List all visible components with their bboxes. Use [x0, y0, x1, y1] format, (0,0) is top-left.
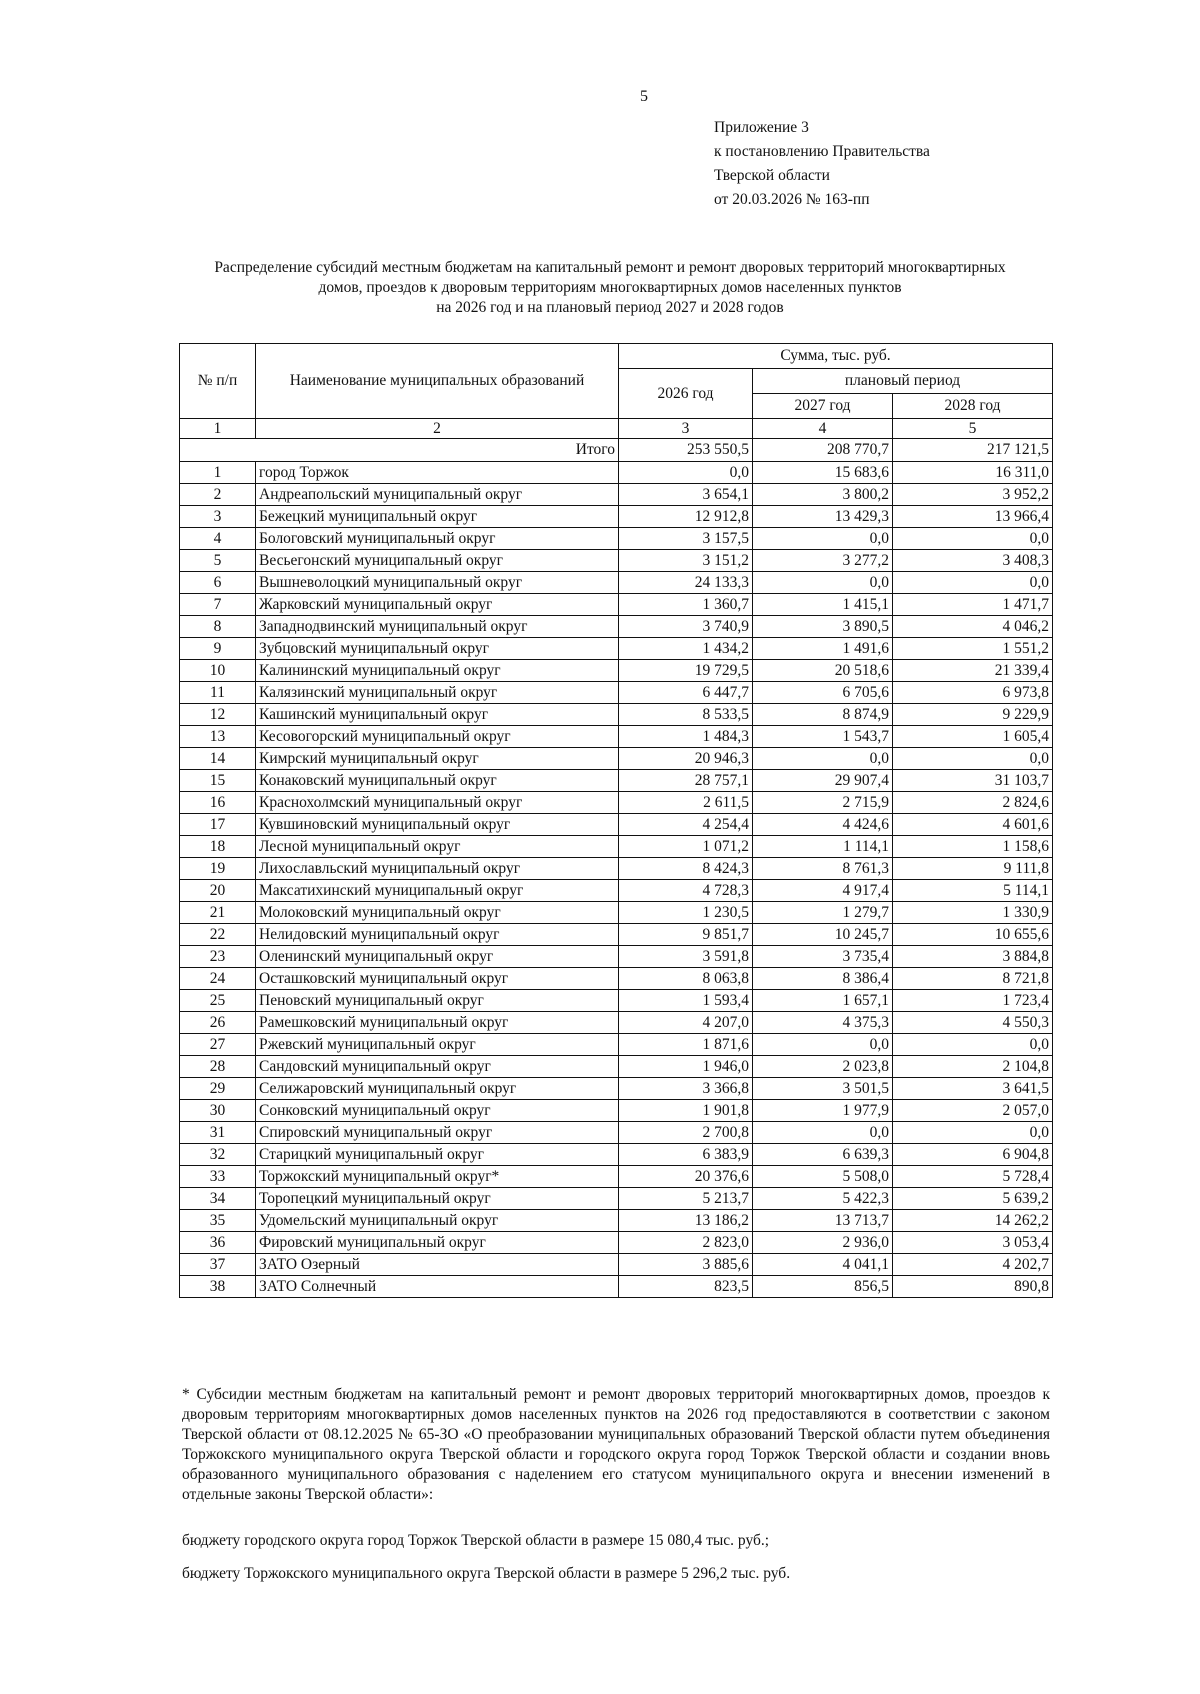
value-2026: 8 063,8 — [619, 968, 753, 990]
value-2026: 1 901,8 — [619, 1100, 753, 1122]
table-row — [180, 990, 1053, 1012]
value-2026: 2 611,5 — [619, 792, 753, 814]
table-row — [180, 1144, 1053, 1166]
table-row — [180, 1188, 1053, 1210]
row-number: 38 — [180, 1276, 256, 1298]
table-row — [180, 1166, 1053, 1188]
table-row — [180, 814, 1053, 836]
row-number: 23 — [180, 946, 256, 968]
row-number: 32 — [180, 1144, 256, 1166]
value-2026: 4 207,0 — [619, 1012, 753, 1034]
value-2026: 1 360,7 — [619, 594, 753, 616]
municipality-name: Спировский муниципальный округ — [256, 1122, 619, 1144]
value-2026: 1 434,2 — [619, 638, 753, 660]
value-2027: 1 279,7 — [753, 902, 893, 924]
value-2027: 20 518,6 — [753, 660, 893, 682]
municipality-name: Краснохолмский муниципальный округ — [256, 792, 619, 814]
row-number: 5 — [180, 550, 256, 572]
value-2026: 8 533,5 — [619, 704, 753, 726]
value-2027: 0,0 — [753, 1034, 893, 1056]
value-2027: 4 424,6 — [753, 814, 893, 836]
value-2028: 0,0 — [893, 1034, 1053, 1056]
value-2026: 20 946,3 — [619, 748, 753, 770]
value-2026: 6 447,7 — [619, 682, 753, 704]
row-number: 9 — [180, 638, 256, 660]
value-2027: 1 415,1 — [753, 594, 893, 616]
column-number: 4 — [753, 419, 893, 439]
municipality-name: Зубцовский муниципальный округ — [256, 638, 619, 660]
value-2026: 5 213,7 — [619, 1188, 753, 1210]
value-2027: 0,0 — [753, 528, 893, 550]
municipality-name: Оленинский муниципальный округ — [256, 946, 619, 968]
appendix-line: к постановлению Правительства — [714, 143, 930, 160]
value-2027: 6 639,3 — [753, 1144, 893, 1166]
table-row — [180, 1210, 1053, 1232]
municipality-name: Нелидовский муниципальный округ — [256, 924, 619, 946]
value-2026: 13 186,2 — [619, 1210, 753, 1232]
value-2027: 1 977,9 — [753, 1100, 893, 1122]
row-number: 26 — [180, 1012, 256, 1034]
value-2026: 823,5 — [619, 1276, 753, 1298]
value-2027: 2 936,0 — [753, 1232, 893, 1254]
value-2026: 3 366,8 — [619, 1078, 753, 1100]
value-2026: 1 871,6 — [619, 1034, 753, 1056]
value-2027: 2 023,8 — [753, 1056, 893, 1078]
municipality-name: Сандовский муниципальный округ — [256, 1056, 619, 1078]
value-2026: 19 729,5 — [619, 660, 753, 682]
value-2027: 3 735,4 — [753, 946, 893, 968]
row-number: 36 — [180, 1232, 256, 1254]
value-2028: 1 551,2 — [893, 638, 1053, 660]
value-2028: 4 046,2 — [893, 616, 1053, 638]
value-2027: 4 917,4 — [753, 880, 893, 902]
municipality-name: Удомельский муниципальный округ — [256, 1210, 619, 1232]
header-year-2028: 2028 год — [893, 394, 1053, 419]
value-2026: 3 151,2 — [619, 550, 753, 572]
value-2027: 8 386,4 — [753, 968, 893, 990]
value-2027: 0,0 — [753, 572, 893, 594]
row-number: 30 — [180, 1100, 256, 1122]
column-number: 2 — [256, 419, 619, 439]
value-2027: 6 705,6 — [753, 682, 893, 704]
row-number: 11 — [180, 682, 256, 704]
value-2027: 5 422,3 — [753, 1188, 893, 1210]
value-2028: 1 330,9 — [893, 902, 1053, 924]
municipality-name: Ржевский муниципальный округ — [256, 1034, 619, 1056]
table-row — [180, 1056, 1053, 1078]
row-number: 17 — [180, 814, 256, 836]
row-number: 22 — [180, 924, 256, 946]
value-2027: 1 543,7 — [753, 726, 893, 748]
total-label: Итого — [180, 439, 619, 462]
table-row — [180, 924, 1053, 946]
value-2027: 2 715,9 — [753, 792, 893, 814]
value-2026: 1 071,2 — [619, 836, 753, 858]
value-2026: 28 757,1 — [619, 770, 753, 792]
row-number: 14 — [180, 748, 256, 770]
value-2027: 3 277,2 — [753, 550, 893, 572]
table-row — [180, 1034, 1053, 1056]
value-2028: 14 262,2 — [893, 1210, 1053, 1232]
municipality-name: Кимрский муниципальный округ — [256, 748, 619, 770]
total-row — [180, 439, 1053, 462]
value-2028: 31 103,7 — [893, 770, 1053, 792]
row-number: 21 — [180, 902, 256, 924]
value-2026: 1 484,3 — [619, 726, 753, 748]
value-2027: 1 657,1 — [753, 990, 893, 1012]
value-2027: 8 761,3 — [753, 858, 893, 880]
municipality-name: Торжокский муниципальный округ* — [256, 1166, 619, 1188]
value-2028: 1 158,6 — [893, 836, 1053, 858]
table-row — [180, 726, 1053, 748]
value-2027: 13 713,7 — [753, 1210, 893, 1232]
title-line: на 2026 год и на плановый период 2027 и 2028 годов — [436, 299, 784, 316]
row-number: 33 — [180, 1166, 256, 1188]
value-2027: 856,5 — [753, 1276, 893, 1298]
table-row — [180, 792, 1053, 814]
value-2028: 0,0 — [893, 572, 1053, 594]
value-2028: 2 057,0 — [893, 1100, 1053, 1122]
document-title — [170, 258, 1050, 318]
header-sum: Сумма, тыс. руб. — [619, 344, 1053, 369]
row-number: 4 — [180, 528, 256, 550]
value-2027: 0,0 — [753, 1122, 893, 1144]
payment-line: бюджету городского округа город Торжок Тверской области в размере 15 080,4 тыс. руб.; — [182, 1532, 770, 1549]
row-number: 3 — [180, 506, 256, 528]
row-number: 24 — [180, 968, 256, 990]
value-2028: 3 884,8 — [893, 946, 1053, 968]
value-2026: 12 912,8 — [619, 506, 753, 528]
row-number: 20 — [180, 880, 256, 902]
header-name: Наименование муниципальных образований — [256, 344, 619, 419]
row-number: 31 — [180, 1122, 256, 1144]
row-number: 2 — [180, 484, 256, 506]
value-2028: 2 104,8 — [893, 1056, 1053, 1078]
value-2026: 1 946,0 — [619, 1056, 753, 1078]
municipality-name: Молоковский муниципальный округ — [256, 902, 619, 924]
table-row — [180, 1012, 1053, 1034]
value-2028: 21 339,4 — [893, 660, 1053, 682]
row-number: 25 — [180, 990, 256, 1012]
value-2026: 6 383,9 — [619, 1144, 753, 1166]
value-2026: 1 593,4 — [619, 990, 753, 1012]
row-number: 8 — [180, 616, 256, 638]
payment-line: бюджету Торжокского муниципального округа Тверской области в размере 5 296,2 тыс. руб. — [182, 1565, 791, 1582]
table-row — [180, 616, 1053, 638]
table-row — [180, 748, 1053, 770]
municipality-name: Западнодвинский муниципальный округ — [256, 616, 619, 638]
value-2026: 1 230,5 — [619, 902, 753, 924]
value-2026: 4 728,3 — [619, 880, 753, 902]
value-2026: 0,0 — [619, 462, 753, 484]
municipality-name: Фировский муниципальный округ — [256, 1232, 619, 1254]
value-2028: 3 408,3 — [893, 550, 1053, 572]
value-2028: 4 601,6 — [893, 814, 1053, 836]
row-number: 34 — [180, 1188, 256, 1210]
row-number: 6 — [180, 572, 256, 594]
municipality-name: Жарковский муниципальный округ — [256, 594, 619, 616]
value-2027: 3 800,2 — [753, 484, 893, 506]
row-number: 10 — [180, 660, 256, 682]
municipality-name: город Торжок — [256, 462, 619, 484]
value-2026: 2 823,0 — [619, 1232, 753, 1254]
value-2028: 4 550,3 — [893, 1012, 1053, 1034]
table-row — [180, 858, 1053, 880]
municipality-name: ЗАТО Озерный — [256, 1254, 619, 1276]
total-2026: 253 550,5 — [619, 439, 753, 462]
municipality-name: Калязинский муниципальный округ — [256, 682, 619, 704]
value-2027: 3 890,5 — [753, 616, 893, 638]
value-2027: 3 501,5 — [753, 1078, 893, 1100]
municipality-name: Бежецкий муниципальный округ — [256, 506, 619, 528]
row-number: 35 — [180, 1210, 256, 1232]
municipality-name: Старицкий муниципальный округ — [256, 1144, 619, 1166]
row-number: 18 — [180, 836, 256, 858]
value-2027: 4 375,3 — [753, 1012, 893, 1034]
value-2026: 3 157,5 — [619, 528, 753, 550]
value-2028: 9 111,8 — [893, 858, 1053, 880]
value-2026: 3 885,6 — [619, 1254, 753, 1276]
municipality-name: Лесной муниципальный округ — [256, 836, 619, 858]
page-number: 5 — [640, 88, 648, 105]
municipality-name: Осташковский муниципальный округ — [256, 968, 619, 990]
municipality-name: Торопецкий муниципальный округ — [256, 1188, 619, 1210]
table-row — [180, 1254, 1053, 1276]
value-2028: 9 229,9 — [893, 704, 1053, 726]
table-row — [180, 462, 1053, 484]
total-2027: 208 770,7 — [753, 439, 893, 462]
value-2026: 20 376,6 — [619, 1166, 753, 1188]
municipality-name: Кувшиновский муниципальный округ — [256, 814, 619, 836]
table-row — [180, 946, 1053, 968]
appendix-line: Тверской области — [714, 167, 830, 184]
value-2028: 10 655,6 — [893, 924, 1053, 946]
row-number: 1 — [180, 462, 256, 484]
appendix-line: от 20.03.2026 № 163-пп — [714, 191, 870, 208]
appendix-line: Приложение 3 — [714, 119, 809, 136]
table-row — [180, 484, 1053, 506]
column-number: 5 — [893, 419, 1053, 439]
table-row — [180, 1100, 1053, 1122]
subsidy-table — [179, 343, 1053, 1298]
header-year-2027: 2027 год — [753, 394, 893, 419]
value-2027: 10 245,7 — [753, 924, 893, 946]
total-2028: 217 121,5 — [893, 439, 1053, 462]
value-2028: 6 973,8 — [893, 682, 1053, 704]
value-2027: 13 429,3 — [753, 506, 893, 528]
value-2028: 0,0 — [893, 528, 1053, 550]
municipality-name: Селижаровский муниципальный округ — [256, 1078, 619, 1100]
municipality-name: Пеновский муниципальный округ — [256, 990, 619, 1012]
table-row — [180, 550, 1053, 572]
municipality-name: Лихославльский муниципальный округ — [256, 858, 619, 880]
value-2027: 1 114,1 — [753, 836, 893, 858]
table-row — [180, 506, 1053, 528]
value-2028: 6 904,8 — [893, 1144, 1053, 1166]
municipality-name: ЗАТО Солнечный — [256, 1276, 619, 1298]
value-2026: 3 591,8 — [619, 946, 753, 968]
table-row — [180, 968, 1053, 990]
municipality-name: Вышневолоцкий муниципальный округ — [256, 572, 619, 594]
column-number: 1 — [180, 419, 256, 439]
value-2027: 8 874,9 — [753, 704, 893, 726]
municipality-name: Кесовогорский муниципальный округ — [256, 726, 619, 748]
row-number: 27 — [180, 1034, 256, 1056]
footnote: * Субсидии местным бюджетам на капитальный ремонт и ремонт дворовых территорий многоквартирных домов, проездов к дворовым территориям многоквартирных домов населенных пунктов на 2026 год предоставляются в соответствии с законом Тверской области от 08.12.2025 № 65-ЗО «О преобразовании муниципальных образований Тверской области путем объединения Торжокского муниципального округа Тверской области и городского округа город Торжок Тверской области и создании вновь образованного муниципального образования с наделением его статусом муниципального округа и внесении изменений в отдельные законы Тверской области»: — [182, 1386, 1050, 1503]
table-row — [180, 594, 1053, 616]
table-row — [180, 660, 1053, 682]
row-number: 19 — [180, 858, 256, 880]
row-number: 15 — [180, 770, 256, 792]
row-number: 28 — [180, 1056, 256, 1078]
table-row — [180, 880, 1053, 902]
value-2027: 29 907,4 — [753, 770, 893, 792]
title-line: Распределение субсидий местным бюджетам на капитальный ремонт и ремонт дворовых территорий многоквартирных — [214, 259, 1006, 276]
table-row — [180, 770, 1053, 792]
value-2028: 8 721,8 — [893, 968, 1053, 990]
title-line: домов, проездов к дворовым территориям многоквартирных домов населенных пунктов — [318, 279, 902, 296]
table-row — [180, 902, 1053, 924]
row-number: 29 — [180, 1078, 256, 1100]
value-2027: 4 041,1 — [753, 1254, 893, 1276]
value-2027: 15 683,6 — [753, 462, 893, 484]
table-row — [180, 1232, 1053, 1254]
table-row — [180, 528, 1053, 550]
value-2028: 1 723,4 — [893, 990, 1053, 1012]
value-2027: 1 491,6 — [753, 638, 893, 660]
value-2026: 24 133,3 — [619, 572, 753, 594]
municipality-name: Калининский муниципальный округ — [256, 660, 619, 682]
value-2028: 2 824,6 — [893, 792, 1053, 814]
value-2026: 4 254,4 — [619, 814, 753, 836]
value-2027: 5 508,0 — [753, 1166, 893, 1188]
table-row — [180, 638, 1053, 660]
municipality-name: Бологовский муниципальный округ — [256, 528, 619, 550]
municipality-name: Кашинский муниципальный округ — [256, 704, 619, 726]
table-row — [180, 572, 1053, 594]
table-row — [180, 836, 1053, 858]
value-2028: 1 605,4 — [893, 726, 1053, 748]
value-2028: 5 728,4 — [893, 1166, 1053, 1188]
value-2028: 0,0 — [893, 748, 1053, 770]
value-2028: 890,8 — [893, 1276, 1053, 1298]
header-planned-period: плановый период — [753, 369, 1053, 394]
table-row — [180, 1122, 1053, 1144]
table-row — [180, 1276, 1053, 1298]
value-2027: 0,0 — [753, 748, 893, 770]
row-number: 37 — [180, 1254, 256, 1276]
municipality-name: Весьегонский муниципальный округ — [256, 550, 619, 572]
row-number: 12 — [180, 704, 256, 726]
municipality-name: Сонковский муниципальный округ — [256, 1100, 619, 1122]
value-2028: 4 202,7 — [893, 1254, 1053, 1276]
value-2026: 3 740,9 — [619, 616, 753, 638]
value-2028: 5 114,1 — [893, 880, 1053, 902]
row-number: 13 — [180, 726, 256, 748]
value-2026: 8 424,3 — [619, 858, 753, 880]
municipality-name: Рамешковский муниципальный округ — [256, 1012, 619, 1034]
header-number: № п/п — [180, 344, 256, 419]
table-row — [180, 682, 1053, 704]
table-row — [180, 1078, 1053, 1100]
table-row — [180, 704, 1053, 726]
value-2028: 0,0 — [893, 1122, 1053, 1144]
value-2028: 13 966,4 — [893, 506, 1053, 528]
value-2028: 3 952,2 — [893, 484, 1053, 506]
value-2028: 16 311,0 — [893, 462, 1053, 484]
value-2026: 2 700,8 — [619, 1122, 753, 1144]
header-year-2026: 2026 год — [619, 369, 753, 419]
appendix-block — [714, 116, 930, 212]
value-2026: 9 851,7 — [619, 924, 753, 946]
value-2028: 1 471,7 — [893, 594, 1053, 616]
value-2028: 3 053,4 — [893, 1232, 1053, 1254]
row-number: 16 — [180, 792, 256, 814]
municipality-name: Андреапольский муниципальный округ — [256, 484, 619, 506]
value-2026: 3 654,1 — [619, 484, 753, 506]
row-number: 7 — [180, 594, 256, 616]
value-2028: 3 641,5 — [893, 1078, 1053, 1100]
value-2028: 5 639,2 — [893, 1188, 1053, 1210]
municipality-name: Конаковский муниципальный округ — [256, 770, 619, 792]
column-number: 3 — [619, 419, 753, 439]
municipality-name: Максатихинский муниципальный округ — [256, 880, 619, 902]
